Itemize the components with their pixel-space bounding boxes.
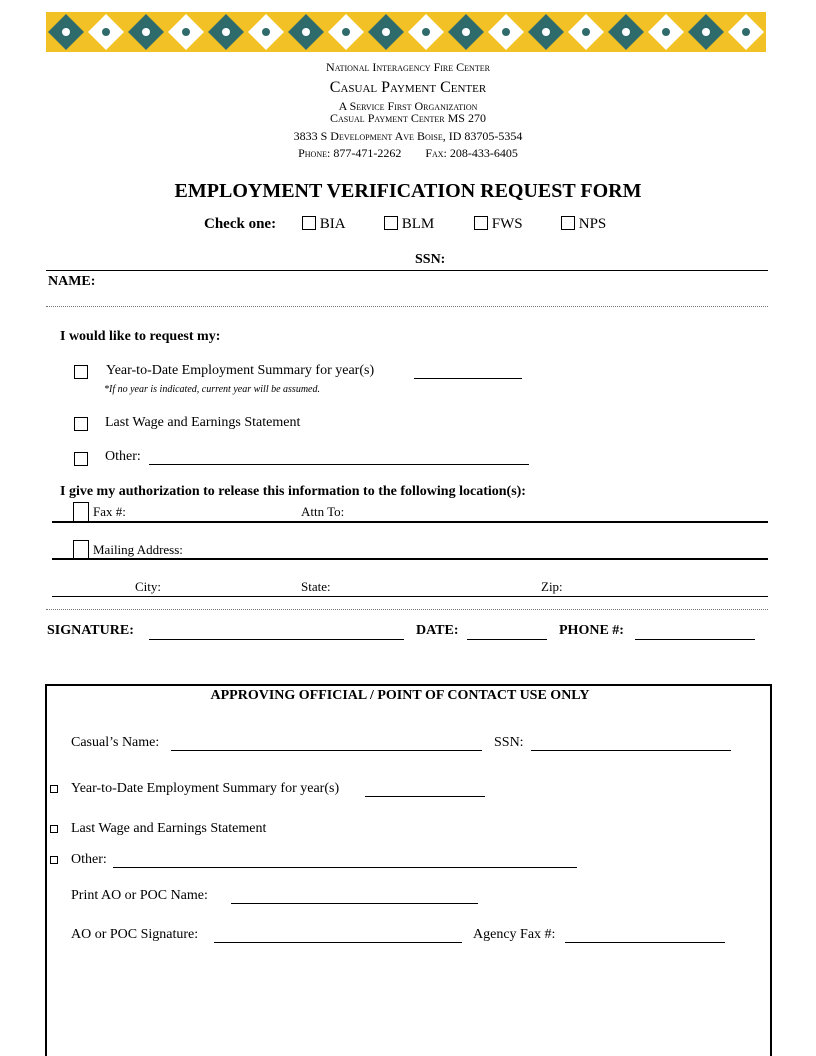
agency-option-bia[interactable] — [302, 216, 346, 233]
casual-name-label: Casual’s Name: — [71, 735, 160, 750]
official-other-checkbox[interactable] — [50, 856, 58, 864]
official-other-label: Other: — [71, 852, 107, 867]
state-label: State: — [301, 579, 331, 594]
decorative-banner — [46, 12, 766, 52]
agency-checkbox-bia[interactable] — [302, 216, 316, 230]
banner-dot — [502, 28, 510, 36]
header-line1: National Interagency Fire Center — [326, 60, 490, 74]
zip-label: Zip: — [541, 579, 563, 594]
banner-dot — [422, 28, 430, 36]
header-fax: Fax: 208-433-6405 — [425, 146, 518, 160]
mailing-label: Mailing Address: — [93, 542, 183, 557]
phone-field[interactable] — [635, 627, 755, 640]
ytd-checkbox[interactable] — [74, 365, 88, 379]
banner-dot — [702, 28, 710, 36]
banner-dot — [182, 28, 190, 36]
last-wage-label: Last Wage and Earnings Statement — [105, 415, 301, 430]
name-label: NAME: — [48, 274, 96, 289]
ytd-year-field[interactable] — [414, 366, 522, 379]
ytd-note: *If no year is indicated, current year will be assumed. — [104, 384, 320, 395]
address-dotted-line — [46, 609, 768, 610]
banner-dot — [462, 28, 470, 36]
print-name-field[interactable] — [231, 891, 478, 904]
diamond-pattern-icon — [46, 12, 766, 52]
banner-dot — [742, 28, 750, 36]
fax-attn-line[interactable] — [52, 521, 768, 523]
agency-fax-label: Agency Fax #: — [473, 927, 556, 942]
banner-dot — [302, 28, 310, 36]
city-label: City: — [135, 579, 162, 594]
other-field[interactable] — [149, 452, 529, 465]
header-line3: A Service First Organization — [338, 99, 478, 113]
date-field[interactable] — [467, 627, 547, 640]
official-other-field[interactable] — [113, 855, 577, 868]
agency-option-fws[interactable] — [474, 216, 523, 233]
banner-dot — [622, 28, 630, 36]
attn-label: Attn To: — [301, 504, 345, 519]
banner-dot — [102, 28, 110, 36]
header-line2: Casual Payment Center — [329, 79, 487, 96]
signature-field[interactable] — [149, 627, 404, 640]
fax-checkbox[interactable] — [73, 502, 89, 522]
fax-label: Fax #: — [93, 504, 126, 519]
official-ytd-label: Year-to-Date Employment Summary for year(s) — [71, 781, 340, 796]
header-contact — [0, 146, 816, 161]
authorization-label: I give my authorization to release this information to the following location(s): — [60, 484, 526, 499]
agency-label-bia: BIA — [319, 216, 346, 232]
agency-checkbox-fws[interactable] — [474, 216, 488, 230]
ytd-label: Year-to-Date Employment Summary for year(s) — [106, 363, 375, 378]
banner-dot — [222, 28, 230, 36]
official-ssn-field[interactable] — [531, 738, 731, 751]
official-last-wage-label: Last Wage and Earnings Statement — [71, 821, 267, 836]
other-checkbox[interactable] — [74, 452, 88, 466]
agency-option-nps[interactable] — [561, 216, 606, 233]
ao-signature-field[interactable] — [214, 930, 462, 943]
official-ytd-field[interactable] — [365, 784, 485, 797]
banner-dot — [582, 28, 590, 36]
official-ytd-checkbox[interactable] — [50, 785, 58, 793]
official-last-wage-checkbox[interactable] — [50, 825, 58, 833]
official-title: APPROVING OFFICIAL / POINT OF CONTACT USE ONLY — [210, 688, 590, 703]
banner-dot — [542, 28, 550, 36]
agency-label-nps: NPS — [578, 216, 607, 232]
header-line4: Casual Payment Center MS 270 — [330, 111, 486, 125]
agency-fax-field[interactable] — [565, 930, 725, 943]
form-title: EMPLOYMENT VERIFICATION REQUEST FORM — [174, 180, 642, 202]
header-phone: Phone: 877-471-2262 — [298, 146, 402, 160]
banner-dot — [262, 28, 270, 36]
official-ssn-label: SSN: — [494, 735, 524, 750]
agency-label-fws: FWS — [491, 216, 523, 232]
banner-dot — [142, 28, 150, 36]
mailing-line[interactable] — [52, 558, 768, 560]
agency-label-blm: BLM — [401, 216, 435, 232]
last-wage-checkbox[interactable] — [74, 417, 88, 431]
agency-checkbox-nps[interactable] — [561, 216, 575, 230]
banner-dot — [662, 28, 670, 36]
mailing-checkbox[interactable] — [73, 540, 89, 560]
date-label: DATE: — [416, 623, 459, 638]
agency-checkbox-blm[interactable] — [384, 216, 398, 230]
other-label: Other: — [105, 449, 141, 464]
casual-name-field[interactable] — [171, 738, 482, 751]
banner-dot — [342, 28, 350, 36]
phone-label: PHONE #: — [559, 623, 624, 638]
city-state-zip-line[interactable] — [52, 596, 768, 597]
header-address: 3833 S Development Ave Boise, ID 83705-5354 — [293, 129, 523, 143]
ssn-line[interactable] — [46, 270, 768, 271]
banner-dot — [382, 28, 390, 36]
ao-signature-label: AO or POC Signature: — [71, 927, 199, 942]
print-name-label: Print AO or POC Name: — [71, 888, 208, 903]
request-label: I would like to request my: — [60, 329, 221, 344]
ssn-label: SSN: — [415, 252, 446, 267]
banner-dot — [62, 28, 70, 36]
check-one-label: Check one: — [204, 216, 277, 232]
signature-label: SIGNATURE: — [47, 623, 134, 638]
agency-option-blm[interactable] — [384, 216, 434, 233]
name-line[interactable] — [46, 306, 768, 307]
